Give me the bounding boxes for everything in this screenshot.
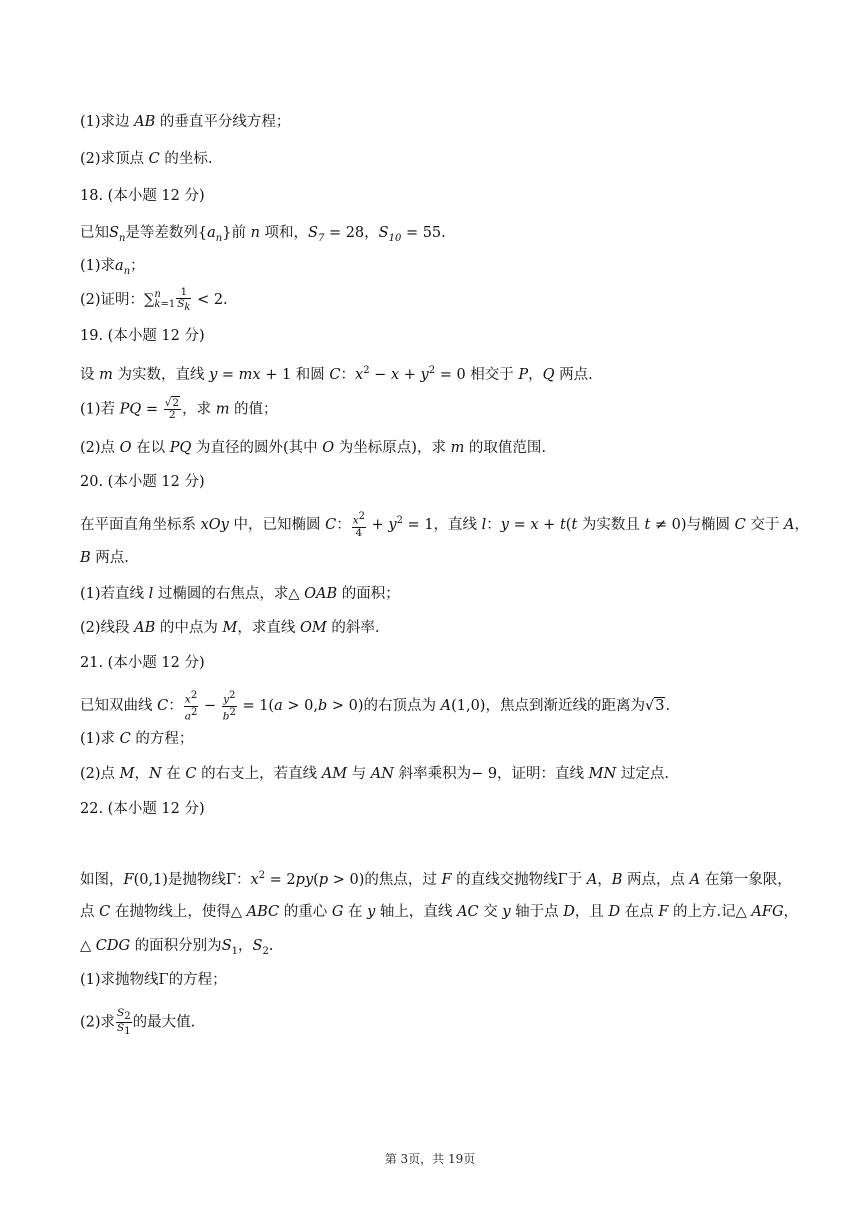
q20-stem-line2: B 两点. xyxy=(80,550,129,566)
q22-stem-line2: 点 C 在抛物线上，使得△ ABC 的重心 G 在 y 轴上，直线 AC 交 y 轴于点 D，且 D 在点 F 的上方.记△ AFG， xyxy=(80,904,799,920)
q19-part2: (2)点 O 在以 PQ 为直径的圆外(其中 O 为坐标原点)，求 m 的取值范围. xyxy=(80,440,547,456)
q20-stem-line1: 在平面直角坐标系 xOy 中，已知椭圆 C： $\frac{x^2}{4}$ + $y^2 = 1$，直线 l：y = x + t(t 为实数且 t ≠ 0)与椭圆 C 交于 A， xyxy=(80,511,809,539)
q20-part2: (2)线段 AB 的中点为 M，求直线 OM 的斜率. xyxy=(80,620,380,636)
q17-part1: (1)求边 AB 的垂直平分线方程； xyxy=(80,114,291,130)
q21-header: 21. (本小题 12 分) xyxy=(80,655,205,671)
q17-part2: (2)求顶点 C 的坐标. xyxy=(80,151,213,167)
q22-part1: (1)求抛物线Γ的方程； xyxy=(80,972,227,988)
q19-stem: 设 m 为实数，直线 y = mx + 1 和圆 C：$x^2 - x + y^2 = 0$ 相交于 P，Q 两点. xyxy=(80,365,593,383)
q21-stem: 已知双曲线 C： $\frac{x^2}{a^2}$ − $\frac{y^2}{b^2}$ = 1(a > 0,b > 0)的右顶点为 A(1,0)，焦点到渐近线的距离为√3. xyxy=(80,690,671,722)
page-footer: 第 3页，共 19页 xyxy=(384,1152,476,1166)
q18-stem: 已知$S_n$是等差数列$\{a_n\}$前 n 项和，$S_7 = 28$，$S_{10} = 55$. xyxy=(80,225,446,244)
q18-part2: (2)证明：∑ n k=1 $\frac{1}{S_k}$ < 2. xyxy=(80,286,228,314)
q19-part1: (1)若 PQ = $\frac{√2}{2}$ ，求 m 的值； xyxy=(80,397,278,421)
q21-part2: (2)点 M，N 在 C 的右支上，若直线 AM 与 AN 斜率乘积为− 9，证明：直线 MN 过定点. xyxy=(80,766,669,782)
q22-header: 22. (本小题 12 分) xyxy=(80,801,205,817)
q18-header: 18. (本小题 12 分) xyxy=(80,188,205,204)
q22-stem-line3: △ CDG 的面积分别为$S_1$，$S_2$. xyxy=(80,938,274,957)
q22-part2: (2)求 $\frac{S_2}{S_1}$ 的最大值. xyxy=(80,1007,196,1038)
q21-part1: (1)求 C 的方程； xyxy=(80,731,194,747)
q22-stem-line1: 如图，F(0,1)是抛物线Γ：$x^2 = 2py(p > 0)$的焦点，过 F 的直线交抛物线Γ于 A，B 两点，点 A 在第一象限， xyxy=(80,870,792,888)
q20-part1: (1)若直线 l 过椭圆的右焦点，求△ OAB 的面积； xyxy=(80,586,400,602)
q20-header: 20. (本小题 12 分) xyxy=(80,474,205,490)
q19-header: 19. (本小题 12 分) xyxy=(80,328,205,344)
q18-part1: (1)求$a_n$； xyxy=(80,258,145,277)
